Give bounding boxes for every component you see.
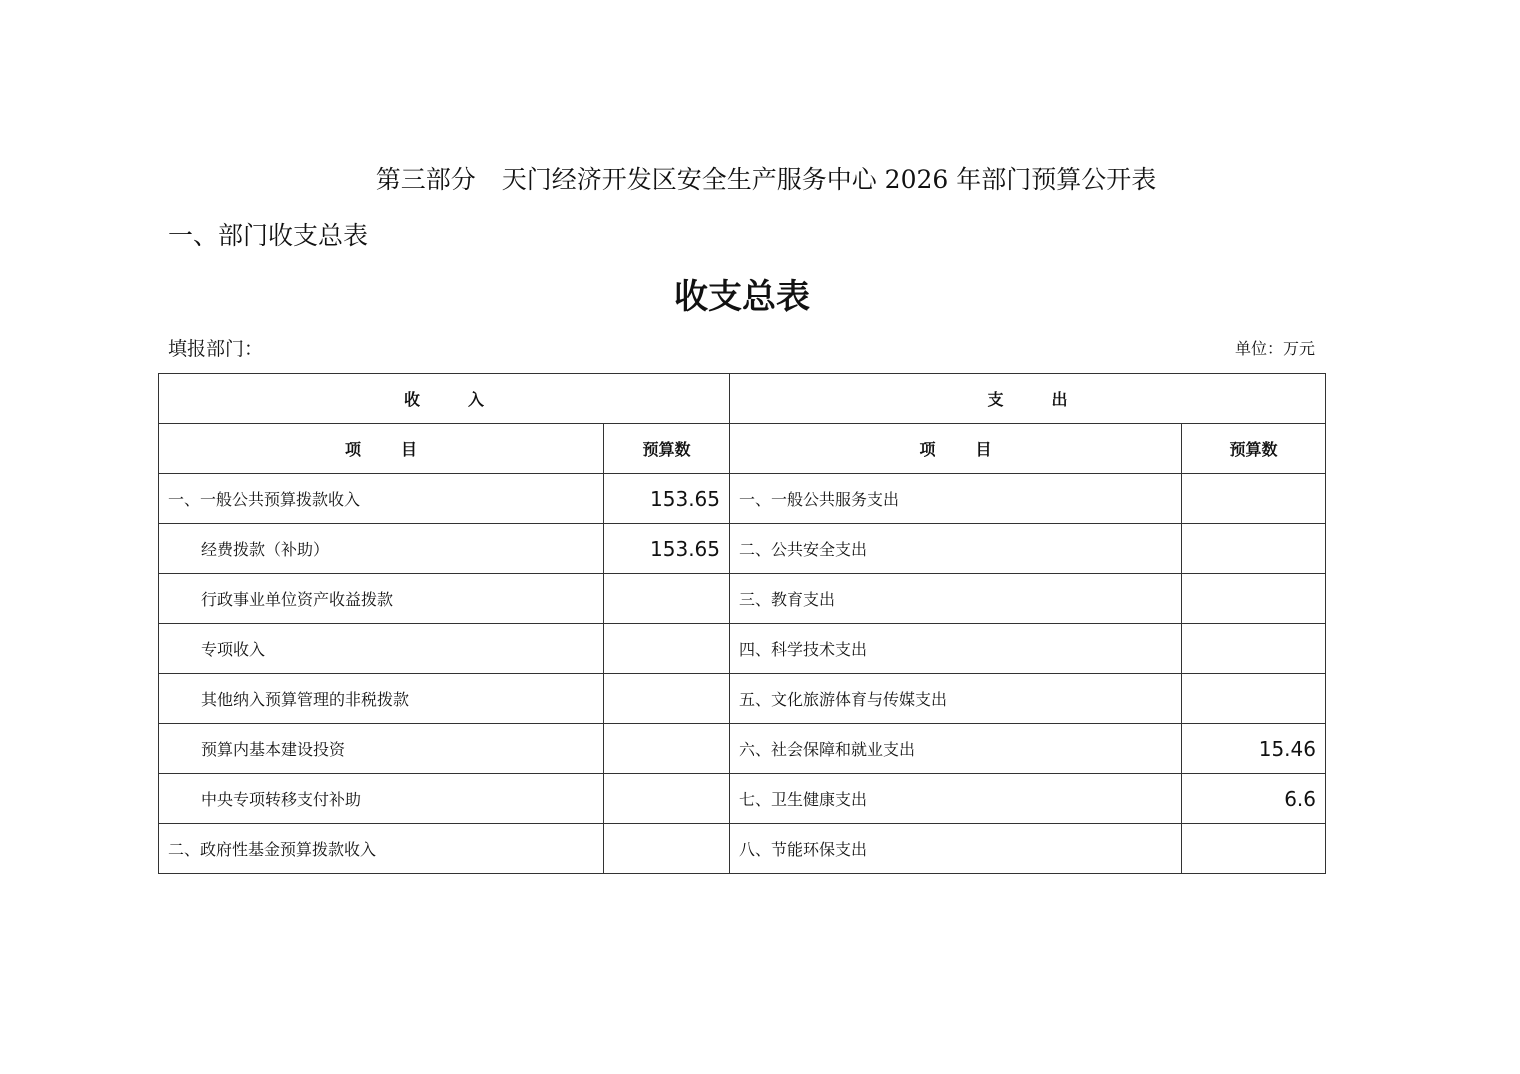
income-item: 中央专项转移支付补助 bbox=[159, 774, 604, 824]
income-item: 一、一般公共预算拨款收入 bbox=[159, 474, 604, 524]
table-subheader-row bbox=[159, 424, 1326, 474]
table-row bbox=[159, 824, 1326, 874]
expense-item: 八、节能环保支出 bbox=[730, 824, 1182, 874]
expense-amount bbox=[1182, 474, 1326, 524]
expense-amount bbox=[1182, 674, 1326, 724]
income-amount bbox=[604, 674, 730, 724]
expense-item: 六、社会保障和就业支出 bbox=[730, 724, 1182, 774]
income-item: 专项收入 bbox=[159, 624, 604, 674]
expense-amount bbox=[1182, 624, 1326, 674]
table-header-row bbox=[159, 374, 1326, 424]
income-header: 收 入 bbox=[159, 374, 730, 424]
expense-item: 一、一般公共服务支出 bbox=[730, 474, 1182, 524]
filler-department-label: 填报部门： bbox=[168, 338, 264, 360]
income-amount bbox=[604, 574, 730, 624]
expense-amount bbox=[1182, 824, 1326, 874]
budget-table bbox=[158, 373, 1326, 874]
expense-header: 支 出 bbox=[730, 374, 1326, 424]
table-row bbox=[159, 774, 1326, 824]
title-main: 天门经济开发区安全生产服务中心 2026 年部门预算公开表 bbox=[501, 165, 1157, 194]
income-amount bbox=[604, 624, 730, 674]
expense-item: 五、文化旅游体育与传媒支出 bbox=[730, 674, 1182, 724]
table-row bbox=[159, 624, 1326, 674]
expense-amount bbox=[1182, 524, 1326, 574]
expense-item: 四、科学技术支出 bbox=[730, 624, 1182, 674]
table-title: 收支总表 bbox=[674, 277, 810, 317]
table-row bbox=[159, 674, 1326, 724]
income-amount bbox=[604, 824, 730, 874]
income-item-header: 项 目 bbox=[159, 424, 604, 474]
page-title bbox=[0, 162, 1520, 198]
income-item: 其他纳入预算管理的非税拨款 bbox=[159, 674, 604, 724]
income-item: 行政事业单位资产收益拨款 bbox=[159, 574, 604, 624]
income-item: 二、政府性基金预算拨款收入 bbox=[159, 824, 604, 874]
expense-amount bbox=[1182, 574, 1326, 624]
income-item: 经费拨款（补助） bbox=[159, 524, 604, 574]
expense-item-header: 项 目 bbox=[730, 424, 1182, 474]
income-amount-header: 预算数 bbox=[604, 424, 730, 474]
table-row bbox=[159, 474, 1326, 524]
expense-amount-header: 预算数 bbox=[1182, 424, 1326, 474]
title-part: 第三部分 bbox=[375, 165, 476, 194]
table-row bbox=[159, 524, 1326, 574]
income-amount bbox=[604, 774, 730, 824]
expense-amount: 15.46 bbox=[1182, 724, 1326, 774]
expense-item: 二、公共安全支出 bbox=[730, 524, 1182, 574]
income-amount: 153.65 bbox=[604, 474, 730, 524]
income-amount: 153.65 bbox=[604, 524, 730, 574]
table-row bbox=[159, 724, 1326, 774]
expense-amount: 6.6 bbox=[1182, 774, 1326, 824]
unit-label: 单位：万元 bbox=[1234, 339, 1315, 358]
income-item: 预算内基本建设投资 bbox=[159, 724, 604, 774]
expense-item: 七、卫生健康支出 bbox=[730, 774, 1182, 824]
expense-item: 三、教育支出 bbox=[730, 574, 1182, 624]
income-amount bbox=[604, 724, 730, 774]
section-heading: 一、部门收支总表 bbox=[168, 221, 369, 250]
table-row bbox=[159, 574, 1326, 624]
